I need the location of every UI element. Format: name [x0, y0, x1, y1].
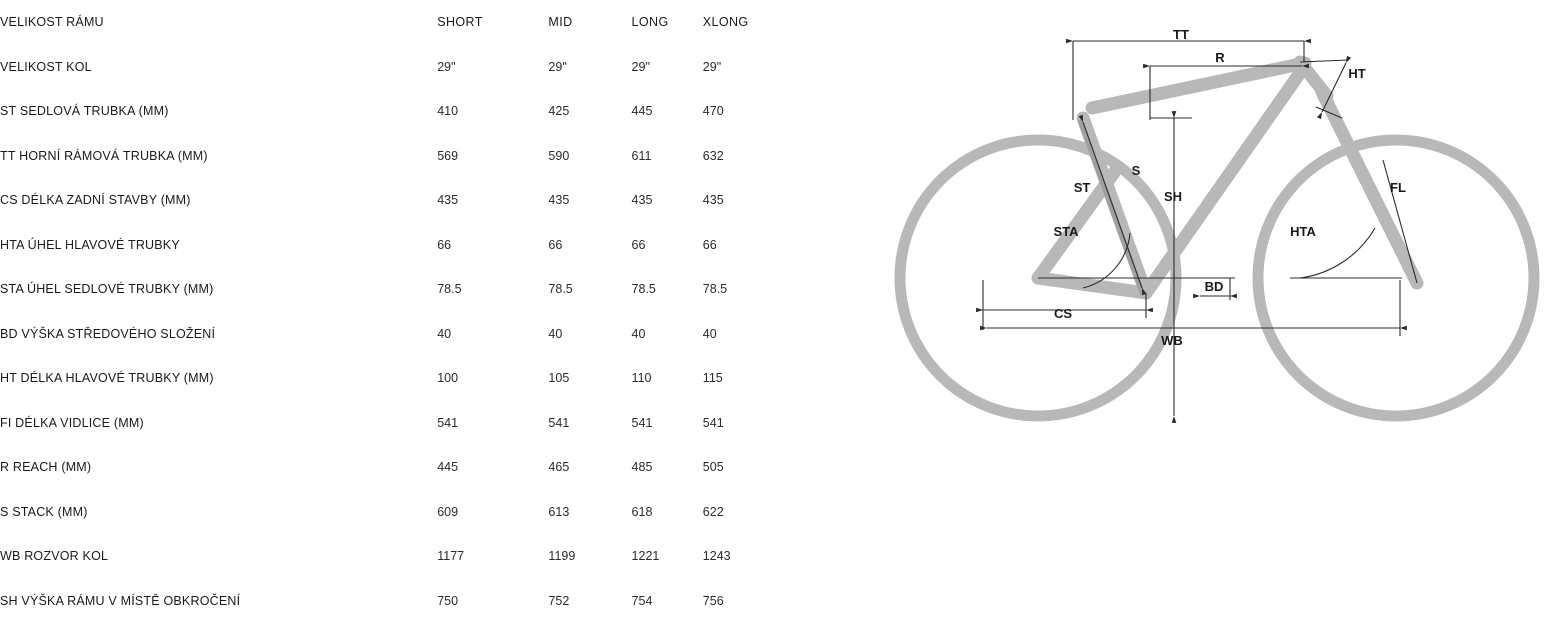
row-value: 541: [702, 415, 724, 430]
label-s: S: [1131, 163, 1141, 178]
table-row: [0, 45, 800, 90]
row-value: 29": [631, 59, 650, 74]
row-value: 40: [631, 326, 646, 341]
row-value: 29": [548, 59, 567, 74]
table-row: [0, 134, 800, 179]
row-label: R REACH (MM): [0, 460, 92, 475]
row-value: 632: [702, 148, 724, 163]
row-label: STA ÚHEL SEDLOVÉ TRUBKY (MM): [0, 282, 214, 297]
row-label: SH VÝŠKA RÁMU V MÍSTĚ OBKROČENÍ: [0, 593, 241, 608]
row-value: 541: [437, 415, 459, 430]
row-value: 40: [702, 326, 717, 341]
row-value: 105: [548, 371, 570, 386]
table-header-row-label: VELIKOST RÁMU: [0, 15, 104, 30]
row-value: 1243: [702, 549, 731, 564]
row-label: CS DÉLKA ZADNÍ STAVBY (MM): [0, 193, 191, 208]
table-header-row: [0, 0, 800, 45]
row-value: 110: [631, 371, 652, 386]
row-value: 435: [437, 193, 459, 208]
column-header-long: LONG: [631, 15, 669, 30]
label-bd: BD: [1204, 279, 1224, 294]
row-value: 445: [437, 460, 459, 475]
table-row: [0, 223, 800, 268]
row-value: 66: [631, 237, 646, 252]
row-value: 541: [631, 415, 653, 430]
row-label: FI DÉLKA VIDLICE (MM): [0, 415, 144, 430]
row-value: 66: [702, 237, 717, 252]
row-value: 115: [702, 371, 723, 386]
row-label: HTA ÚHEL HLAVOVÉ TRUBKY: [0, 237, 180, 252]
frame-outline: [1038, 62, 1417, 293]
label-wb: WB: [1161, 333, 1183, 348]
row-label: S STACK (MM): [0, 504, 88, 519]
label-sh: SH: [1163, 189, 1183, 204]
row-value: 754: [631, 593, 653, 608]
label-r: R: [1215, 50, 1225, 65]
row-value: 622: [702, 504, 724, 519]
row-value: 752: [548, 593, 570, 608]
row-value: 29": [702, 59, 722, 74]
row-value: 100: [437, 371, 459, 386]
label-ht: HT: [1348, 66, 1366, 81]
row-value: 435: [702, 193, 724, 208]
row-value: 66: [548, 237, 563, 252]
row-label: TT HORNÍ RÁMOVÁ TRUBKA (MM): [0, 148, 208, 163]
row-label: WB ROZVOR KOL: [0, 549, 109, 564]
row-value: 435: [631, 193, 653, 208]
row-value: 541: [548, 415, 570, 430]
label-tt: TT: [1173, 27, 1189, 42]
row-value: 1177: [437, 549, 465, 564]
table-row: [0, 267, 800, 312]
table-row: [0, 89, 800, 134]
row-value: 40: [548, 326, 563, 341]
table-row: [0, 178, 800, 223]
bike-geometry-diagram: [830, 0, 1553, 623]
row-value: 78.5: [631, 282, 656, 297]
column-header-short: SHORT: [437, 15, 483, 30]
row-value: 590: [548, 148, 570, 163]
row-value: 505: [702, 460, 724, 475]
row-value: 465: [548, 460, 570, 475]
row-value: 470: [702, 104, 724, 119]
table-row: [0, 401, 800, 446]
row-value: 410: [437, 104, 459, 119]
column-header-xlong: XLONG: [702, 15, 749, 30]
row-label: ST SEDLOVÁ TRUBKA (MM): [0, 104, 169, 119]
row-value: 609: [437, 504, 459, 519]
row-value: 40: [437, 326, 452, 341]
row-value: 1199: [548, 549, 576, 564]
row-value: 756: [702, 593, 724, 608]
row-value: 618: [631, 504, 653, 519]
row-value: 78.5: [702, 282, 728, 297]
row-value: 569: [437, 148, 459, 163]
row-label: VELIKOST KOL: [0, 59, 92, 74]
label-fl: FL: [1390, 180, 1406, 195]
row-label: HT DÉLKA HLAVOVÉ TRUBKY (MM): [0, 371, 214, 386]
row-value: 29": [437, 59, 456, 74]
table-row: [0, 579, 800, 623]
column-header-mid: MID: [548, 15, 573, 30]
row-value: 425: [548, 104, 570, 119]
row-value: 611: [631, 148, 652, 163]
row-value: 445: [631, 104, 653, 119]
label-sta: STA: [1053, 224, 1079, 239]
table-row: [0, 445, 800, 490]
row-value: 435: [548, 193, 570, 208]
table-row: [0, 490, 800, 535]
row-value: 750: [437, 593, 459, 608]
row-value: 485: [631, 460, 653, 475]
table-row: [0, 534, 800, 579]
table-row: [0, 356, 800, 401]
row-value: 78.5: [548, 282, 573, 297]
row-value: 1221: [631, 549, 660, 564]
row-value: 66: [437, 237, 452, 252]
row-label: BD VÝŠKA STŘEDOVÉHO SLOŽENÍ: [0, 326, 216, 341]
table-row: [0, 312, 800, 357]
label-st: ST: [1073, 180, 1091, 195]
row-value: 613: [548, 504, 570, 519]
label-hta: HTA: [1290, 224, 1316, 239]
row-value: 78.5: [437, 282, 462, 297]
dimension-lines: [983, 41, 1417, 416]
label-cs: CS: [1053, 306, 1073, 321]
